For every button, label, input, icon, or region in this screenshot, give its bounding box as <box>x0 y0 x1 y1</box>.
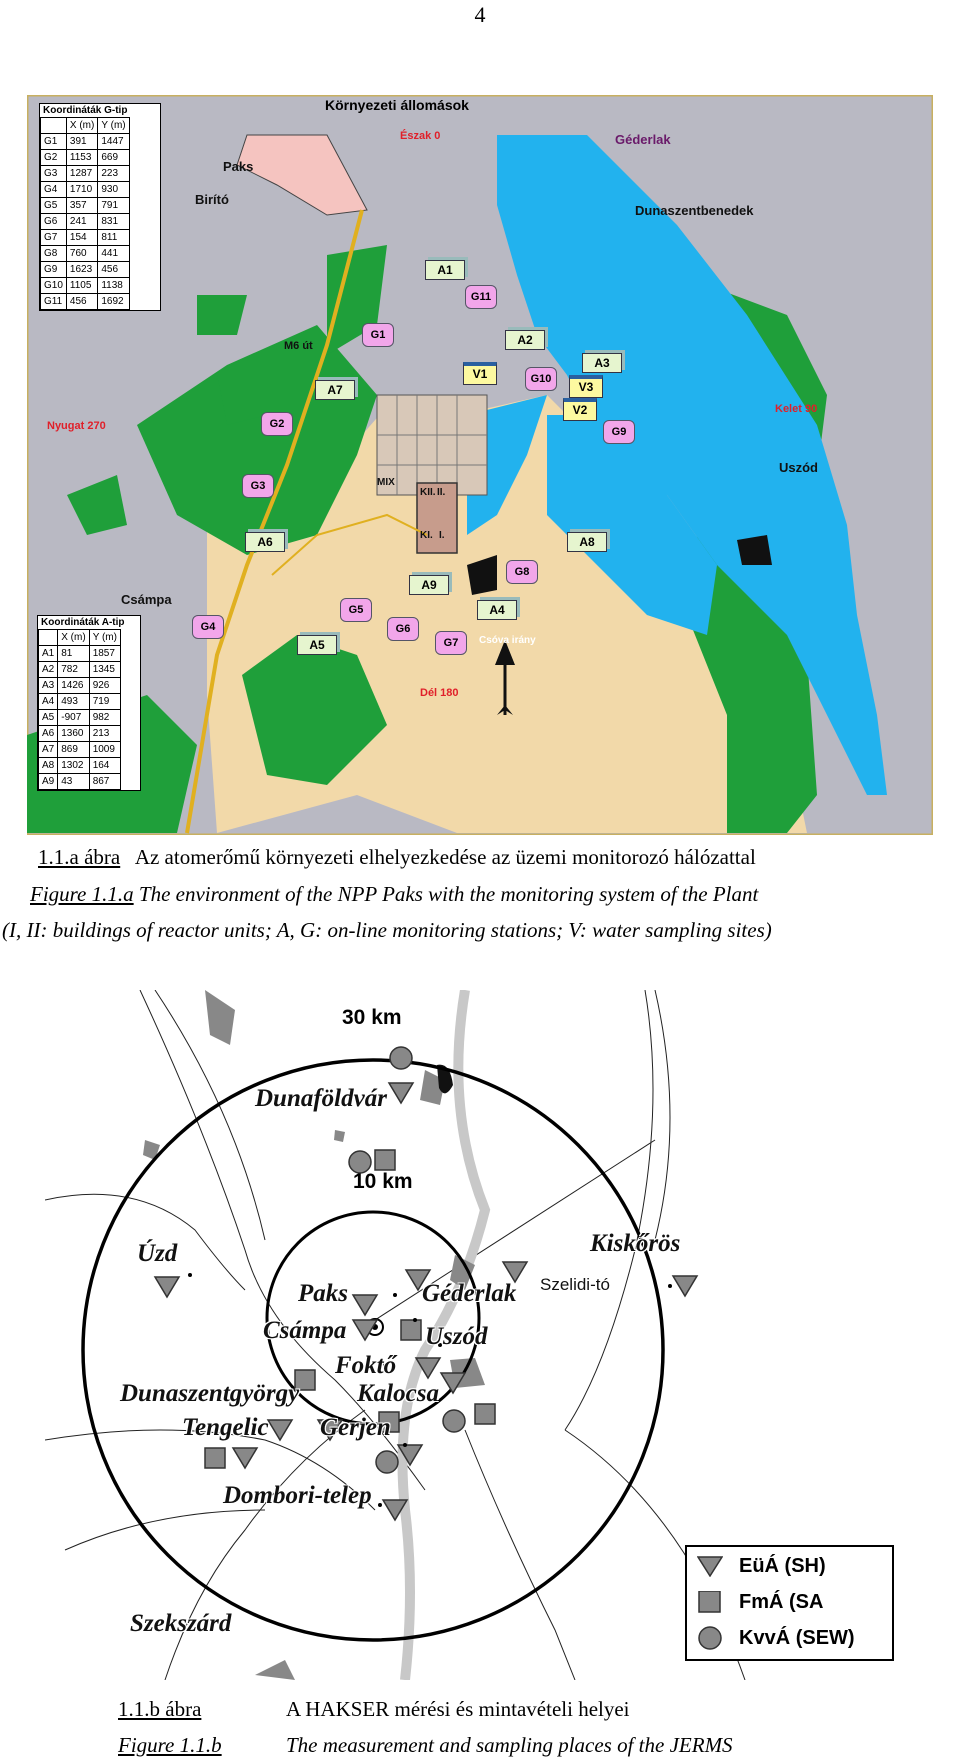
table-cell: 1105 <box>66 278 97 294</box>
label-east: Kelet 90 <box>775 403 818 415</box>
table-cell: 831 <box>98 214 129 230</box>
station-g7: G7 <box>435 631 467 655</box>
circle-marker <box>443 1410 465 1432</box>
figure-b-caption-english <box>118 1733 733 1758</box>
place-uszod: Uszód <box>425 1323 488 1350</box>
triangle-marker <box>233 1448 257 1468</box>
square-marker <box>475 1404 495 1424</box>
table-cell: 811 <box>98 230 129 246</box>
station-g6: G6 <box>387 617 419 641</box>
table-cell: 1692 <box>98 294 129 310</box>
table-cell: 782 <box>58 662 89 678</box>
triangle-marker <box>673 1276 697 1296</box>
label-csampa: Csámpa <box>121 592 172 607</box>
label-dunaszentbenedek: Dunaszentbenedek <box>635 203 754 218</box>
table-row <box>39 758 121 774</box>
station-v2: V2 <box>563 398 597 421</box>
table-cell: 223 <box>98 166 129 182</box>
table-g-grid <box>40 117 130 310</box>
place-tengelic: Tengelic <box>182 1414 269 1441</box>
station-g5: G5 <box>340 598 372 622</box>
table-header <box>39 630 58 646</box>
triangle-marker <box>389 1083 413 1103</box>
circle-marker <box>376 1451 398 1473</box>
legend-label-eua: EüÁ (SH) <box>739 1554 826 1577</box>
legend-row-kvva <box>697 1623 855 1653</box>
table-cell: G5 <box>41 198 67 214</box>
station-v3: V3 <box>569 375 603 398</box>
triangle-marker <box>503 1262 527 1282</box>
table-row <box>39 662 121 678</box>
table-row <box>41 198 130 214</box>
place-uzd: Úzd <box>137 1240 178 1267</box>
legend-row-fma <box>697 1587 823 1617</box>
place-kalocsa: Kalocsa <box>357 1380 439 1407</box>
label-birito: Birító <box>195 192 229 207</box>
table-cell: G6 <box>41 214 67 230</box>
table-cell: 391 <box>66 134 97 150</box>
table-row <box>39 726 121 742</box>
table-row <box>41 230 130 246</box>
table-cell: 1345 <box>89 662 120 678</box>
table-cell: 241 <box>66 214 97 230</box>
table-cell: A8 <box>39 758 58 774</box>
table-cell: A3 <box>39 678 58 694</box>
station-a1: A1 <box>425 260 465 280</box>
page-number: 4 <box>474 2 486 27</box>
place-szekszard: Szekszárd <box>130 1610 232 1637</box>
label-unit1: I. <box>439 530 445 541</box>
map-title: Környezeti állomások <box>325 97 469 113</box>
figure-a-text-en: The environment of the NPP Paks with the monitoring system of the Plant <box>138 882 759 906</box>
label-north: Észak 0 <box>400 130 441 142</box>
station-a4: A4 <box>477 600 517 620</box>
station-g3: G3 <box>242 474 274 498</box>
table-header: X (m) <box>66 118 97 134</box>
table-cell: G2 <box>41 150 67 166</box>
map-legend <box>685 1545 894 1661</box>
figure-a-caption-hungarian <box>38 845 756 870</box>
table-cell: A6 <box>39 726 58 742</box>
figure-b-caption-hungarian <box>118 1697 630 1722</box>
measurement-sites-map <box>45 990 905 1680</box>
figure-a-caption-note: (I, II: buildings of reactor units; A, G: on-line monitoring stations; V: water sampling sites) <box>2 918 772 942</box>
place-dunafoldvar: Dunaföldvár <box>255 1085 387 1112</box>
place-fokto: Foktő <box>335 1352 397 1379</box>
table-cell: 1153 <box>66 150 97 166</box>
table-cell: 1138 <box>98 278 129 294</box>
station-a9: A9 <box>409 575 449 595</box>
table-row <box>41 278 130 294</box>
station-v1: V1 <box>463 362 497 385</box>
table-cell: -907 <box>58 710 89 726</box>
legend-label-fma: FmÁ (SA <box>739 1590 824 1613</box>
table-cell: 43 <box>58 774 89 790</box>
place-csampa: Csámpa <box>263 1317 347 1344</box>
table-cell: 1009 <box>89 742 120 758</box>
place-szelidi-to: Szelidi-tó <box>540 1275 610 1294</box>
triangle-marker <box>353 1295 377 1315</box>
station-a2: A2 <box>505 330 545 350</box>
table-cell: G7 <box>41 230 67 246</box>
table-cell: G8 <box>41 246 67 262</box>
table-row <box>41 262 130 278</box>
table-cell: 926 <box>89 678 120 694</box>
table-cell: 154 <box>66 230 97 246</box>
table-cell: 213 <box>89 726 120 742</box>
table-cell: 1710 <box>66 182 97 198</box>
table-cell: 1447 <box>98 134 129 150</box>
station-g1: G1 <box>362 323 394 347</box>
table-row <box>39 742 121 758</box>
table-cell: 930 <box>98 182 129 198</box>
table-cell: 164 <box>89 758 120 774</box>
figure-a-text-hu: Az atomerőmű környezeti elhelyezkedése az üzemi monitorozó hálózattal <box>134 845 756 869</box>
table-cell: A4 <box>39 694 58 710</box>
table-cell: 869 <box>58 742 89 758</box>
figure-a-label-hu: 1.1.a ábra <box>38 845 121 869</box>
label-uszod: Uszód <box>779 460 818 475</box>
table-cell: G4 <box>41 182 67 198</box>
table-cell: 357 <box>66 198 97 214</box>
legend-row-eua <box>697 1551 826 1581</box>
table-cell: 669 <box>98 150 129 166</box>
table-row <box>41 246 130 262</box>
station-g2: G2 <box>261 412 293 436</box>
table-row <box>41 150 130 166</box>
table-cell: 1857 <box>89 646 120 662</box>
table-cell: 1302 <box>58 758 89 774</box>
place-gederlak: Géderlak <box>422 1280 517 1307</box>
square-icon <box>697 1591 723 1613</box>
triangle-marker <box>268 1420 292 1440</box>
label-mix: MIX <box>377 477 395 488</box>
table-header: X (m) <box>58 630 89 646</box>
figure-b-text-en: The measurement and sampling places of the JERMS <box>286 1733 733 1757</box>
label-unit1-k: KI. <box>420 530 433 541</box>
square-marker <box>401 1320 421 1340</box>
circle-marker <box>390 1047 412 1069</box>
legend-label-kvva: KvvÁ (SEW) <box>739 1626 855 1649</box>
square-marker <box>205 1448 225 1468</box>
table-cell: 81 <box>58 646 89 662</box>
table-cell: 1287 <box>66 166 97 182</box>
table-row <box>39 646 121 662</box>
station-g9: G9 <box>603 420 635 444</box>
station-g10: G10 <box>525 367 557 391</box>
table-cell: G10 <box>41 278 67 294</box>
triangle-icon <box>697 1555 723 1577</box>
table-cell: 493 <box>58 694 89 710</box>
label-unit2-k: KII. <box>420 487 436 498</box>
label-unit2: II. <box>437 487 446 498</box>
table-g-title: Koordináták G-tip <box>43 105 128 116</box>
table-row <box>41 134 130 150</box>
place-gerjen: Gerjen <box>320 1414 391 1441</box>
table-a-grid <box>38 629 121 790</box>
table-cell: A7 <box>39 742 58 758</box>
place-paks: Paks <box>298 1280 348 1307</box>
table-row <box>41 294 130 310</box>
station-a6: A6 <box>245 532 285 552</box>
place-dunaszentgyorgy: Dunaszentgyörgy <box>120 1380 300 1407</box>
station-g4: G4 <box>192 615 224 639</box>
table-cell: 982 <box>89 710 120 726</box>
table-cell: 719 <box>89 694 120 710</box>
coordinates-table-a <box>37 615 141 791</box>
place-kiskoros: Kiskőrös <box>590 1230 681 1257</box>
station-a8: A8 <box>567 532 607 552</box>
figure-b-label-hu: 1.1.b ábra <box>118 1697 202 1721</box>
table-cell: A1 <box>39 646 58 662</box>
station-a3: A3 <box>582 353 622 373</box>
table-cell: G1 <box>41 134 67 150</box>
table-row <box>39 774 121 790</box>
table-cell: 1360 <box>58 726 89 742</box>
station-g8: G8 <box>506 560 538 584</box>
table-cell: 1623 <box>66 262 97 278</box>
table-row <box>39 694 121 710</box>
figure-a-label-en: Figure 1.1.a <box>30 882 134 906</box>
table-cell: 791 <box>98 198 129 214</box>
table-cell: G9 <box>41 262 67 278</box>
figure-b-text-hu: A HAKSER mérési és mintavételi helyei <box>286 1697 630 1721</box>
table-row <box>39 710 121 726</box>
table-cell: G11 <box>41 294 67 310</box>
table-cell: G3 <box>41 166 67 182</box>
label-gederlak: Géderlak <box>615 132 671 147</box>
table-a-title: Koordináták A-tip <box>41 617 125 628</box>
environmental-stations-map <box>27 95 933 835</box>
table-cell: A5 <box>39 710 58 726</box>
table-cell: 456 <box>66 294 97 310</box>
station-g11: G11 <box>465 285 497 309</box>
triangle-marker <box>155 1277 179 1297</box>
square-marker <box>375 1150 395 1170</box>
label-m6: M6 út <box>284 340 313 352</box>
circle-icon <box>697 1626 723 1650</box>
label-south: Dél 180 <box>420 687 459 699</box>
station-a7: A7 <box>315 380 355 400</box>
figure-a-caption-english <box>30 882 758 907</box>
label-paks: Paks <box>223 159 254 174</box>
coordinates-table-g <box>39 103 161 311</box>
table-cell: 760 <box>66 246 97 262</box>
label-10km: 10 km <box>353 1170 413 1193</box>
figure-b-label-en: Figure 1.1.b <box>118 1733 222 1757</box>
table-cell: 867 <box>89 774 120 790</box>
station-a5: A5 <box>297 635 337 655</box>
table-cell: A9 <box>39 774 58 790</box>
table-row <box>39 678 121 694</box>
label-west: Nyugat 270 <box>47 420 106 432</box>
table-header <box>41 118 67 134</box>
table-cell: A2 <box>39 662 58 678</box>
label-30km: 30 km <box>342 1006 402 1029</box>
table-cell: 456 <box>98 262 129 278</box>
table-cell: 1426 <box>58 678 89 694</box>
table-row <box>41 214 130 230</box>
label-csova: Csóva irány <box>479 635 536 646</box>
place-dombori-telep: Dombori-telep <box>223 1482 372 1509</box>
table-row <box>41 166 130 182</box>
table-row <box>41 182 130 198</box>
table-header: Y (m) <box>98 118 129 134</box>
table-cell: 441 <box>98 246 129 262</box>
table-header: Y (m) <box>89 630 120 646</box>
